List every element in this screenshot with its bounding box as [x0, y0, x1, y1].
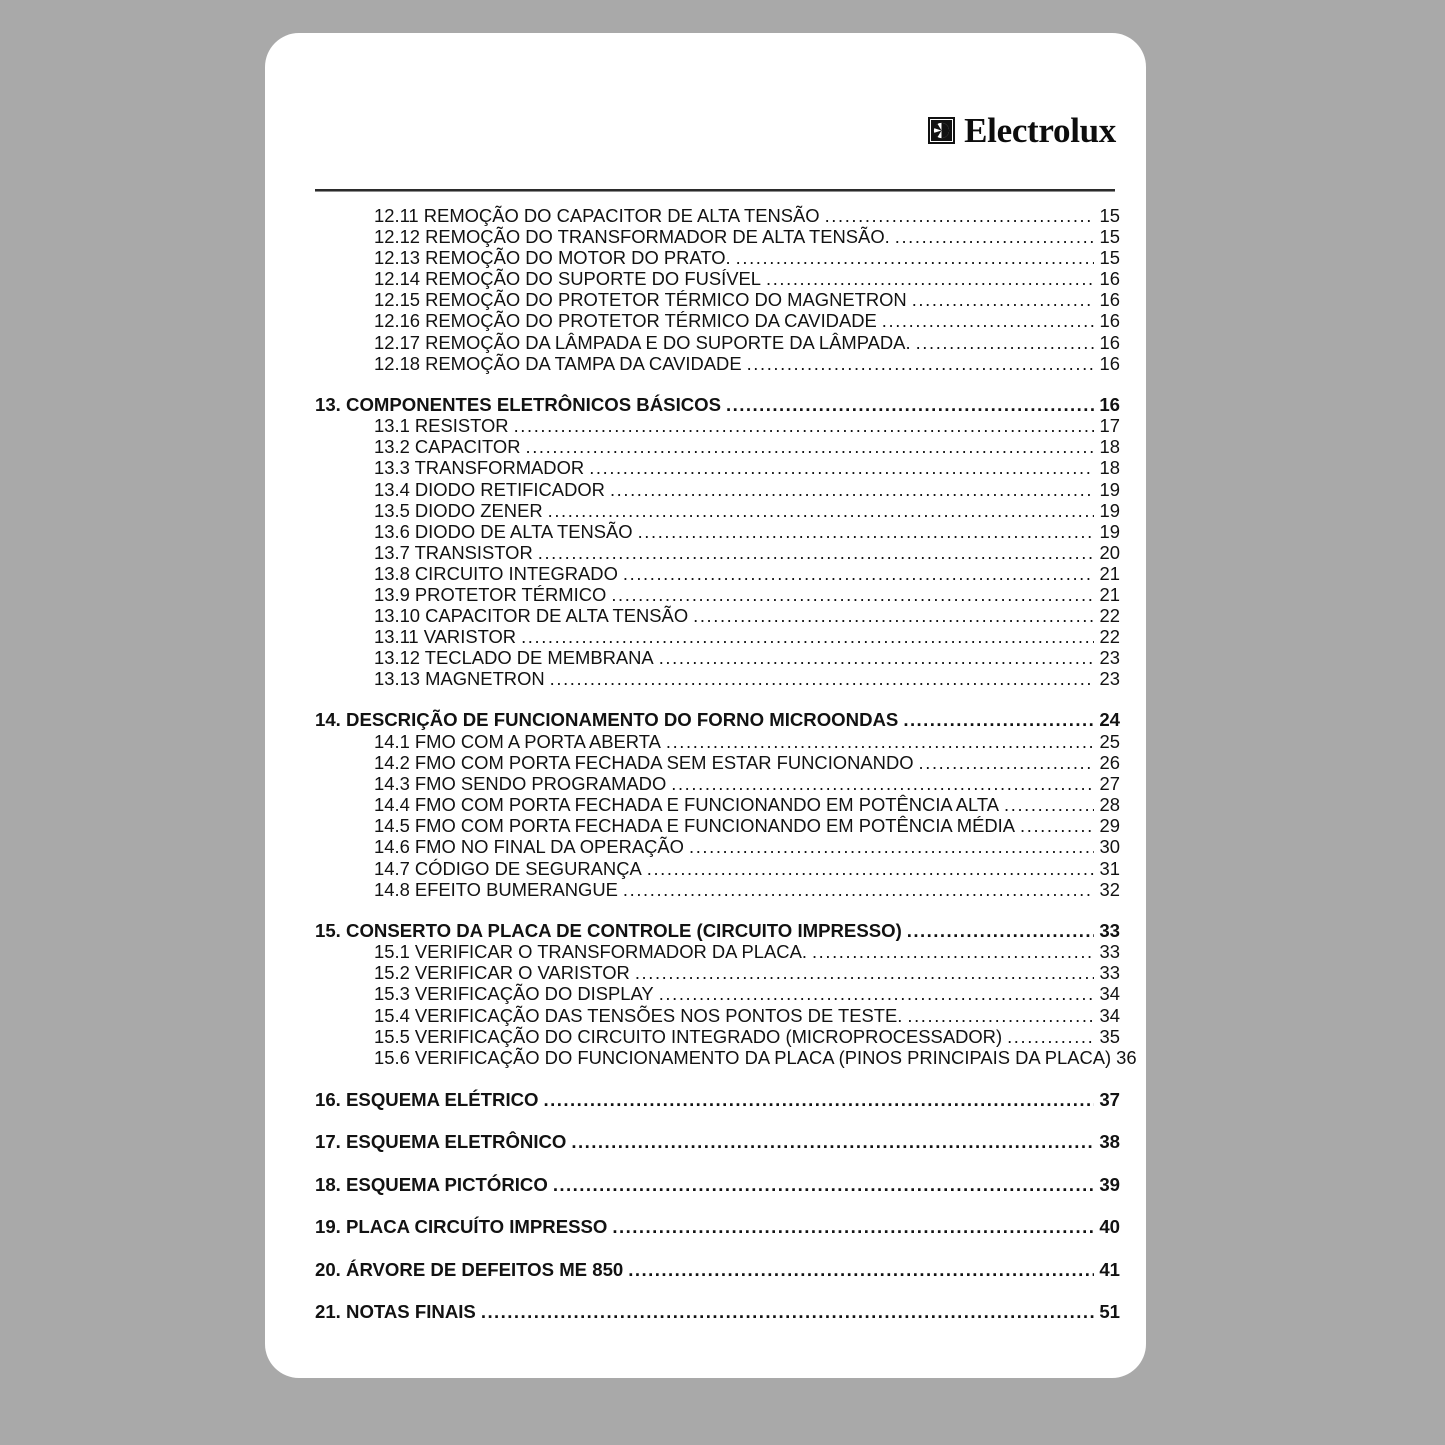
toc-entry-page-number: 36	[1116, 1046, 1137, 1068]
toc-subsection-entry[interactable]	[315, 584, 1120, 605]
toc-leader-dots	[521, 629, 1094, 647]
toc-subsection-entry[interactable]	[315, 332, 1120, 353]
toc-entry-label: 16. ESQUEMA ELÉTRICO	[315, 1088, 539, 1110]
toc-entry-label: 13.11 VARISTOR	[374, 626, 517, 648]
toc-entry-label: 13.13 MAGNETRON	[374, 668, 545, 690]
toc-leader-dots	[638, 523, 1094, 541]
toc-entry-page-number: 16	[1099, 331, 1120, 353]
toc-subsection-entry[interactable]	[315, 752, 1120, 773]
toc-leader-dots	[647, 860, 1094, 878]
toc-subsection-entry[interactable]	[315, 647, 1120, 668]
toc-entry-label: 14.8 EFEITO BUMERANGUE	[374, 878, 618, 900]
toc-entry-label: 13.6 DIODO DE ALTA TENSÃO	[374, 520, 633, 542]
toc-section-entry[interactable]	[315, 1089, 1120, 1111]
toc-subsection-entry[interactable]	[315, 353, 1120, 374]
toc-entry-label: 13.2 CAPACITOR	[374, 436, 521, 458]
toc-entry-page-number: 16	[1099, 393, 1120, 415]
toc-entry-page-number: 29	[1099, 815, 1120, 837]
toc-leader-dots	[553, 1177, 1094, 1196]
toc-entry-label: 12.12 REMOÇÃO DO TRANSFORMADOR DE ALTA TENSÃO.	[374, 226, 890, 248]
toc-entry-page-number: 33	[1099, 962, 1120, 984]
toc-entry-page-number: 15	[1099, 205, 1120, 226]
section-spacer	[315, 1238, 1120, 1259]
toc-entry-label: 14.2 FMO COM PORTA FECHADA SEM ESTAR FUNCIONANDO	[374, 752, 914, 774]
toc-entry-page-number: 31	[1099, 857, 1120, 879]
toc-entry-label: 12.18 REMOÇÃO DA TAMPA DA CAVIDADE	[374, 352, 742, 374]
toc-subsection-entry[interactable]	[315, 815, 1120, 836]
toc-entry-page-number: 26	[1099, 752, 1120, 774]
toc-entry-label: 13.8 CIRCUITO INTEGRADO	[374, 562, 618, 584]
toc-entry-page-number: 21	[1099, 562, 1120, 584]
toc-entry-label: 21. NOTAS FINAIS	[315, 1301, 476, 1323]
toc-subsection-entry[interactable]	[315, 205, 1120, 226]
toc-leader-dots	[916, 334, 1094, 352]
toc-entry-page-number: 18	[1099, 436, 1120, 458]
toc-entry-page-number: 24	[1099, 709, 1120, 731]
toc-subsection-entry[interactable]	[315, 247, 1120, 268]
toc-entry-label: 13.4 DIODO RETIFICADOR	[374, 478, 605, 500]
toc-entry-page-number: 22	[1099, 605, 1120, 627]
toc-leader-dots	[766, 271, 1094, 289]
toc-entry-label: 13.5 DIODO ZENER	[374, 499, 543, 521]
toc-entry-label: 14.4 FMO COM PORTA FECHADA E FUNCIONANDO EM POTÊNCIA ALTA	[374, 794, 1000, 816]
toc-subsection-entry[interactable]	[315, 794, 1120, 815]
section-spacer	[315, 1195, 1120, 1216]
toc-entry-page-number: 15	[1099, 247, 1120, 269]
toc-entry-page-number: 27	[1099, 773, 1120, 795]
toc-entry-label: 12.11 REMOÇÃO DO CAPACITOR DE ALTA TENSÃO	[374, 205, 820, 226]
toc-leader-dots	[628, 1262, 1094, 1281]
toc-entry-label: 12.16 REMOÇÃO DO PROTETOR TÉRMICO DA CAVIDADE	[374, 310, 877, 332]
toc-entry-label: 14.1 FMO COM A PORTA ABERTA	[374, 730, 661, 752]
toc-leader-dots	[623, 566, 1094, 584]
toc-leader-dots	[481, 1304, 1094, 1323]
toc-subsection-entry[interactable]	[315, 479, 1120, 500]
toc-entry-label: 20. ÁRVORE DE DEFEITOS ME 850	[315, 1258, 624, 1280]
electrolux-brand-lockup	[928, 108, 1116, 152]
toc-subsection-entry[interactable]	[315, 310, 1120, 331]
toc-subsection-entry[interactable]	[315, 836, 1120, 857]
toc-section-entry[interactable]	[315, 1131, 1120, 1153]
document-header	[315, 108, 1116, 200]
toc-entry-page-number: 20	[1099, 541, 1120, 563]
toc-subsection-entry[interactable]	[315, 983, 1120, 1004]
section-spacer	[315, 689, 1120, 709]
toc-entry-page-number: 23	[1099, 668, 1120, 690]
toc-leader-dots	[736, 250, 1094, 268]
toc-entry-label: 14.3 FMO SENDO PROGRAMADO	[374, 773, 667, 795]
toc-entry-label: 14.7 CÓDIGO DE SEGURANÇA	[374, 857, 642, 879]
toc-section-entry[interactable]	[315, 1259, 1120, 1281]
toc-entry-page-number: 16	[1099, 310, 1120, 332]
toc-subsection-entry[interactable]	[315, 962, 1120, 983]
toc-subsection-entry[interactable]	[315, 941, 1120, 962]
toc-leader-dots	[895, 229, 1094, 247]
toc-entry-label: 13.1 RESISTOR	[374, 415, 509, 437]
toc-subsection-entry[interactable]	[315, 773, 1120, 794]
toc-subsection-entry[interactable]	[315, 626, 1120, 647]
toc-leader-dots	[912, 292, 1094, 310]
toc-leader-dots	[548, 502, 1094, 520]
section-spacer	[315, 1280, 1120, 1301]
section-spacer	[315, 1153, 1120, 1174]
toc-section-entry[interactable]	[315, 1174, 1120, 1196]
table-of-contents	[315, 205, 1137, 1323]
toc-subsection-entry[interactable]	[315, 1005, 1120, 1026]
toc-subsection-entry[interactable]	[315, 731, 1120, 752]
toc-subsection-entry[interactable]	[315, 436, 1120, 457]
toc-leader-dots	[571, 1134, 1094, 1153]
toc-leader-dots	[825, 208, 1094, 226]
toc-subsection-entry[interactable]	[315, 879, 1120, 900]
toc-leader-dots	[907, 923, 1094, 942]
toc-leader-dots	[689, 839, 1094, 857]
toc-leader-dots	[726, 397, 1094, 416]
toc-entry-page-number: 38	[1099, 1131, 1120, 1153]
toc-entry-page-number: 17	[1099, 415, 1120, 437]
toc-subsection-entry[interactable]	[315, 668, 1120, 689]
toc-entry-page-number: 21	[1099, 584, 1120, 605]
toc-leader-dots	[550, 671, 1094, 689]
toc-subsection-entry[interactable]	[315, 542, 1120, 563]
toc-subsection-entry[interactable]	[315, 1026, 1120, 1047]
toc-entry-label: 13.3 TRANSFORMADOR	[374, 457, 585, 479]
toc-entry-page-number: 16	[1099, 268, 1120, 290]
toc-entry-label: 15.4 VERIFICAÇÃO DAS TENSÕES NOS PONTOS DE TESTE.	[374, 1004, 903, 1026]
toc-entry-label: 18. ESQUEMA PICTÓRICO	[315, 1173, 548, 1195]
toc-entry-page-number: 18	[1099, 457, 1120, 479]
header-divider	[315, 189, 1115, 192]
toc-subsection-entry[interactable]	[315, 457, 1120, 478]
electrolux-wordmark: Electrolux	[964, 110, 1116, 150]
toc-leader-dots	[1007, 1028, 1094, 1046]
toc-leader-dots	[612, 1219, 1094, 1238]
section-spacer	[315, 1110, 1120, 1131]
toc-leader-dots	[589, 460, 1094, 478]
toc-leader-dots	[514, 418, 1094, 436]
toc-entry-page-number: 16	[1099, 352, 1120, 374]
toc-leader-dots	[747, 355, 1094, 373]
toc-leader-dots	[538, 545, 1094, 563]
toc-entry-label: 12.17 REMOÇÃO DA LÂMPADA E DO SUPORTE DA LÂMPADA.	[374, 331, 911, 353]
toc-leader-dots	[666, 734, 1094, 752]
toc-section-entry[interactable]	[315, 1216, 1120, 1238]
toc-leader-dots	[610, 481, 1094, 499]
toc-entry-page-number: 51	[1099, 1301, 1120, 1323]
section-spacer	[315, 374, 1120, 394]
toc-entry-page-number: 19	[1099, 478, 1120, 500]
toc-leader-dots	[623, 881, 1094, 899]
toc-leader-dots	[907, 1007, 1094, 1025]
toc-entry-label: 15.2 VERIFICAR O VARISTOR	[374, 962, 630, 984]
toc-entry-label: 14.5 FMO COM PORTA FECHADA E FUNCIONANDO EM POTÊNCIA MÉDIA	[374, 815, 1016, 837]
toc-entry-label: 13.9 PROTETOR TÉRMICO	[374, 584, 607, 605]
toc-entry-label: 13.10 CAPACITOR DE ALTA TENSÃO	[374, 605, 689, 627]
toc-entry-page-number: 15	[1099, 226, 1120, 248]
toc-entry-label: 14. DESCRIÇÃO DE FUNCIONAMENTO DO FORNO MICROONDAS	[315, 709, 899, 731]
toc-entry-label: 15.1 VERIFICAR O TRANSFORMADOR DA PLACA.	[374, 941, 807, 963]
toc-entry-page-number: 35	[1099, 1025, 1120, 1047]
toc-leader-dots	[1020, 818, 1094, 836]
toc-leader-dots	[671, 776, 1094, 794]
toc-subsection-entry[interactable]	[315, 605, 1120, 626]
toc-entry-label: 15.5 VERIFICAÇÃO DO CIRCUITO INTEGRADO (MICROPROCESSADOR)	[374, 1025, 1003, 1047]
section-spacer	[315, 900, 1120, 920]
toc-entry-label: 17. ESQUEMA ELETRÔNICO	[315, 1131, 567, 1153]
toc-entry-label: 15. CONSERTO DA PLACA DE CONTROLE (CIRCUITO IMPRESSO)	[315, 919, 902, 941]
document-page	[265, 33, 1146, 1378]
toc-leader-dots	[659, 650, 1094, 668]
toc-entry-page-number: 34	[1099, 983, 1120, 1005]
toc-entry-page-number: 19	[1099, 520, 1120, 542]
toc-leader-dots	[882, 313, 1094, 331]
toc-section-entry[interactable]	[315, 1301, 1120, 1323]
toc-leader-dots	[611, 587, 1094, 605]
toc-leader-dots	[526, 439, 1095, 457]
toc-subsection-entry[interactable]	[315, 268, 1120, 289]
toc-entry-page-number: 39	[1099, 1173, 1120, 1195]
toc-subsection-entry[interactable]	[315, 226, 1120, 247]
toc-entry-page-number: 22	[1099, 626, 1120, 648]
toc-subsection-entry[interactable]	[315, 415, 1120, 436]
toc-section-entry[interactable]	[315, 394, 1120, 416]
toc-leader-dots	[812, 944, 1094, 962]
toc-entry-page-number: 23	[1099, 647, 1120, 669]
toc-subsection-entry[interactable]	[315, 521, 1120, 542]
toc-leader-dots	[659, 986, 1094, 1004]
toc-subsection-entry[interactable]	[315, 563, 1120, 584]
toc-entry-label: 15.3 VERIFICAÇÃO DO DISPLAY	[374, 983, 654, 1005]
section-spacer	[315, 1068, 1120, 1089]
toc-entry-page-number: 41	[1099, 1258, 1120, 1280]
toc-entry-page-number: 37	[1099, 1088, 1120, 1110]
toc-section-entry[interactable]	[315, 920, 1120, 942]
toc-entry-page-number: 16	[1099, 289, 1120, 311]
toc-entry-page-number: 40	[1099, 1216, 1120, 1238]
toc-leader-dots	[919, 755, 1094, 773]
toc-entry-label: 19. PLACA CIRCUÍTO IMPRESSO	[315, 1216, 608, 1238]
toc-entry-page-number: 25	[1099, 730, 1120, 752]
toc-entry-page-number: 33	[1099, 941, 1120, 963]
toc-leader-dots	[635, 965, 1094, 983]
toc-entry-label: 13.7 TRANSISTOR	[374, 541, 533, 563]
toc-entry-label: 13.12 TECLADO DE MEMBRANA	[374, 647, 654, 669]
toc-leader-dots	[544, 1092, 1094, 1111]
toc-entry-label: 14.6 FMO NO FINAL DA OPERAÇÃO	[374, 836, 684, 858]
toc-leader-dots	[693, 608, 1094, 626]
toc-entry-page-number: 19	[1099, 499, 1120, 521]
toc-entry-label: 12.15 REMOÇÃO DO PROTETOR TÉRMICO DO MAGNETRON	[374, 289, 907, 311]
toc-entry-page-number: 30	[1099, 836, 1120, 858]
toc-subsection-entry[interactable]	[315, 1046, 1137, 1068]
toc-subsection-entry[interactable]	[315, 500, 1120, 521]
toc-section-entry[interactable]	[315, 709, 1120, 731]
toc-leader-dots	[903, 712, 1094, 731]
toc-entry-label: 13. COMPONENTES ELETRÔNICOS BÁSICOS	[315, 393, 722, 415]
toc-entry-page-number: 32	[1099, 878, 1120, 900]
toc-entry-page-number: 34	[1099, 1004, 1120, 1026]
toc-entry-label: 12.13 REMOÇÃO DO MOTOR DO PRATO.	[374, 247, 731, 269]
toc-subsection-entry[interactable]	[315, 858, 1120, 879]
toc-entry-page-number: 28	[1099, 794, 1120, 816]
toc-subsection-entry[interactable]	[315, 289, 1120, 310]
electrolux-logo-mark-icon	[928, 117, 955, 144]
toc-entry-label: 15.6 VERIFICAÇÃO DO FUNCIONAMENTO DA PLACA (PINOS PRINCIPAIS DA PLACA)	[374, 1046, 1112, 1068]
toc-entry-label: 12.14 REMOÇÃO DO SUPORTE DO FUSÍVEL	[374, 268, 761, 290]
toc-entry-page-number: 33	[1099, 919, 1120, 941]
toc-leader-dots	[1004, 797, 1094, 815]
